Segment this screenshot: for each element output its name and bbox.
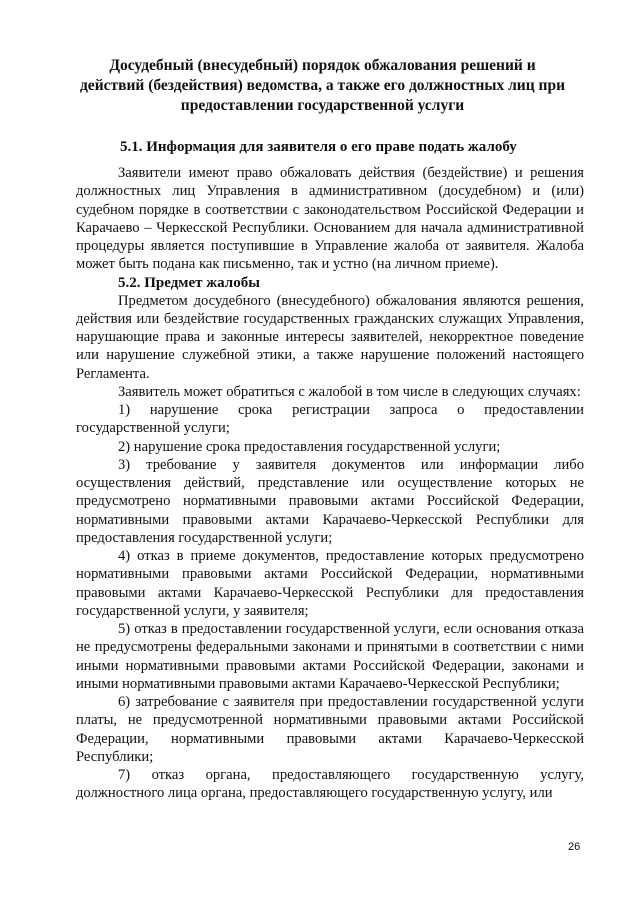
page-number: 26 bbox=[568, 841, 581, 853]
list-item-2: 2) нарушение срока предоставления государственной услуги; bbox=[118, 438, 501, 455]
section-5-1-heading: 5.1. Информация для заявителя о его праве подать жалобу bbox=[120, 139, 517, 155]
paragraph-complaint-subject: Предметом досудебного (внесудебного) обжалования являются решения, действия или бездействие государственных гражданских служащих Управления, нарушающие права и законные интересы заявителей, некорректное поведение или нарушение служебной этики, а также нарушение положений настоящего Регламента. bbox=[76, 292, 584, 382]
list-item-1: 1) нарушение срока регистрации запроса о предоставлении государственной услуги; bbox=[76, 402, 584, 437]
list-item-5: 5) отказ в предоставлении государственной услуги, если основания отказа не предусмотрены федеральными законами и принятыми в соответствии с ними иными нормативными правовыми актами Российской Федерации, законами и иными нормативными правовыми актами Карачаево-Черкесской Республики; bbox=[76, 621, 584, 692]
title-line-3: предоставлении государственной услуги bbox=[180, 97, 465, 114]
title-line-2: действий (бездействия) ведомства, а также его должностных лиц при bbox=[79, 77, 566, 94]
title-line-1: Досудебный (внесудебный) порядок обжалования решений и bbox=[109, 57, 536, 74]
paragraph-complaint-cases: Заявитель может обратиться с жалобой в том числе в следующих случаях: bbox=[118, 383, 581, 400]
list-item-6: 6) затребование с заявителя при предоставлении государственной услуги платы, не предусмотренной нормативными правовыми актами Российской Федерации, нормативными правовыми актами Карачаево-Черкесской Республики; bbox=[76, 694, 584, 765]
list-item-3: 3) требование у заявителя документов или информации либо осуществления действий, представление или осуществление которых не предусмотрено нормативными правовыми актами Российской Федерации, нормативными правовыми актами Карачаево-Черкесской Республики для предоставления государственной услуги; bbox=[76, 456, 584, 546]
document-title bbox=[60, 56, 585, 116]
section-5-2-heading: 5.2. Предмет жалобы bbox=[118, 274, 260, 291]
document-body bbox=[76, 164, 584, 803]
paragraph-applicant-rights: Заявители имеют право обжаловать действия (бездействие) и решения должностных лиц Управления в административном (досудебном) и (или) судебном порядке в соответствии с законодательством Российской Федерации и Карачаево – Черкесской Республики. Основанием для начала административной процедуры является поступившие в Управление жалоба от заявителя. Жалоба может быть подана как письменно, так и устно (на личном приеме). bbox=[76, 165, 584, 273]
list-item-4: 4) отказ в приеме документов, предоставление которых предусмотрено нормативными правовыми актами Российской Федерации, нормативными правовыми актами Карачаево-Черкесской Республики для предоставления государственной услуги, у заявителя; bbox=[76, 548, 584, 619]
list-item-7: 7) отказ органа, предоставляющего государственную услугу, должностного лица органа, предоставляющего государственную услугу, или bbox=[76, 767, 584, 802]
